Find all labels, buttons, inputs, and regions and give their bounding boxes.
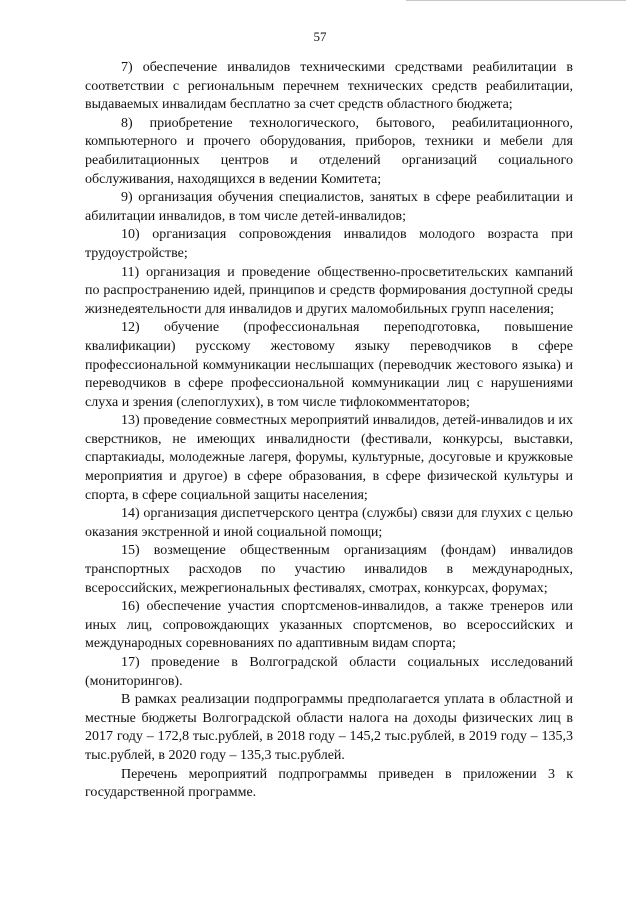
page-number: 57	[313, 29, 327, 44]
paragraph-tax-revenue: В рамках реализации подпрограммы предполагается уплата в областной и местные бюджеты Волгоградской области налога на доходы физических лиц в 2017 году – 172,8 тыс.рублей, в 2018 году – 145,2 тыс.рублей, в 2019 году – 135,3 тыс.рублей, в 2020 году – 135,3 тыс.рублей.	[85, 692, 573, 763]
paragraph-item-11: 11) организация и проведение общественно-просветительских кампаний по распространению идей, принципов и средств формирования доступной среды жизнедеятельности для инвалидов и других маломобильных групп населения;	[85, 264, 573, 317]
paragraph-item-8: 8) приобретение технологического, бытового, реабилитационного, компьютерного и прочего оборудования, приборов, техники и мебели для реабилитационных центров и отделений организаций социального обслуживания, находящихся в ведении Комитета;	[85, 115, 573, 187]
paragraph-item-14: 14) организация диспетчерского центра (службы) связи для глухих с целью оказания экстренной и иной социальной помощи;	[85, 506, 573, 540]
paragraph-item-7: 7) обеспечение инвалидов техническими средствами реабилитации в соответствии с региональным перечнем технических средств реабилитации, выдаваемых инвалидам бесплатно за счет средств областного бюджета;	[85, 60, 573, 113]
paragraph-appendix-reference: Перечень мероприятий подпрограммы приведен в приложении 3 к государственной программе.	[85, 766, 573, 801]
paragraph-item-9: 9) организация обучения специалистов, занятых в сфере реабилитации и абилитации инвалидов, в том числе детей-инвалидов;	[85, 190, 573, 224]
paragraph-item-12: 12) обучение (профессиональная переподготовка, повышение квалификации) русскому жестовому языку переводчиков в сфере профессиональной коммуникации неслышащих (переводчик жестового языка) и переводчиков в сфере профессиональной коммуникации лиц с нарушениями слуха и зрения (слепоглухих), в том числе тифлокомментаторов;	[85, 320, 573, 410]
top-rule	[406, 0, 626, 1]
document-body	[85, 59, 573, 803]
paragraph-item-15: 15) возмещение общественным организациям (фондам) инвалидов транспортных расходов по участию инвалидов в международных, всероссийских, межрегиональных фестивалях, смотрах, конкурсах, форумах;	[85, 543, 573, 596]
paragraph-item-10: 10) организация сопровождения инвалидов молодого возраста при трудоустройстве;	[85, 227, 573, 261]
paragraph-item-16: 16) обеспечение участия спортсменов-инвалидов, а также тренеров или иных лиц, сопровождающих указанных спортсменов, во всероссийских и международных соревнованиях по адаптивным видам спорта;	[85, 599, 573, 652]
paragraph-item-17: 17) проведение в Волгоградской области социальных исследований (мониторингов).	[85, 655, 573, 689]
paragraph-item-13: 13) проведение совместных мероприятий инвалидов, детей-инвалидов и их сверстников, не имеющих инвалидности (фестивали, конкурсы, выставки, спартакиады, молодежные лагеря, форумы, культурные, досуговые и кружковые мероприятия и другое) в сфере образования, в сфере физической культуры и спорта, в сфере социальной защиты населения;	[85, 413, 573, 503]
